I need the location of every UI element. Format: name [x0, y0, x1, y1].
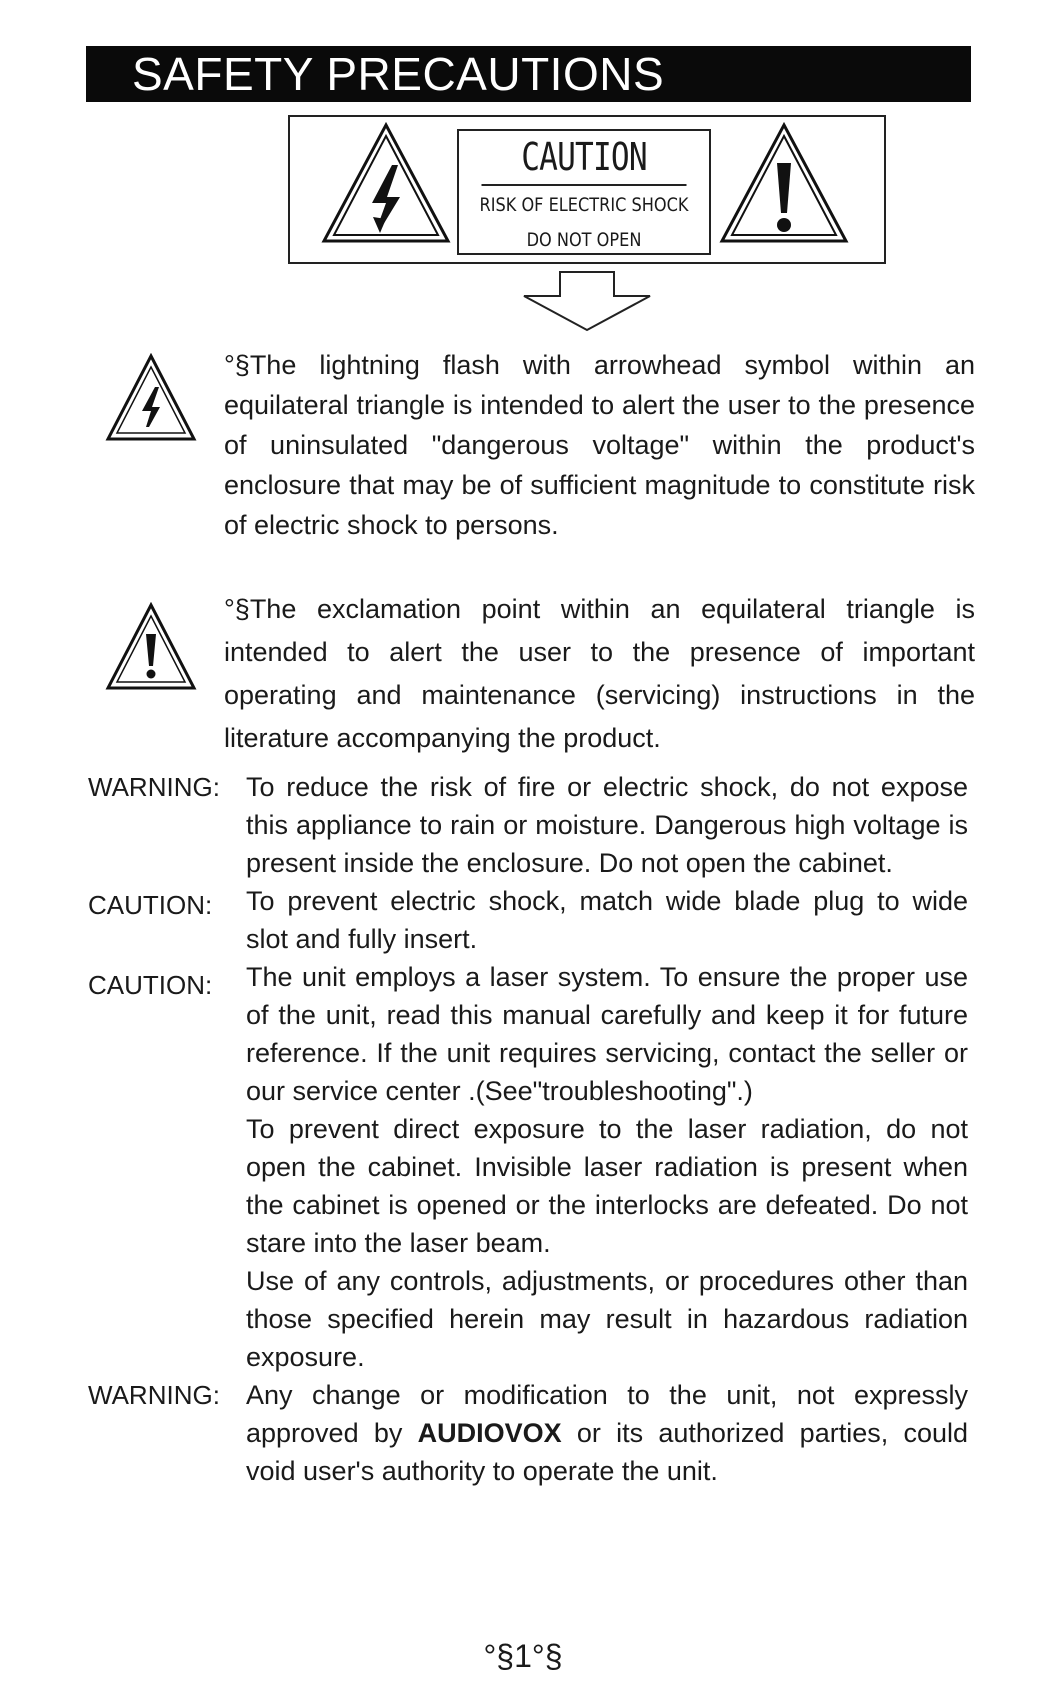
- note-body: [246, 958, 968, 1376]
- caution-line-1: RISK OF ELECTRIC SHOCK: [479, 194, 689, 216]
- laser-caution-note: [88, 958, 968, 1376]
- note-text-after: or its authorized parties, could void user's authority to operate the unit.: [246, 1418, 968, 1486]
- note-body: [246, 768, 968, 882]
- down-arrow-icon: [520, 270, 654, 334]
- modification-warning-note: [88, 1376, 968, 1490]
- title-bar: [86, 46, 971, 102]
- note-paragraph: The unit employs a laser system. To ensure the proper use of the unit, read this manual carefully and keep it for future reference. If the unit requires servicing, contact the seller or our service center .(See"troubleshooting".): [246, 962, 968, 1106]
- lightning-triangle-icon: [320, 121, 452, 245]
- page-title: SAFETY PRECAUTIONS: [132, 48, 665, 100]
- exclamation-explanation-text: °§The exclamation point within an equilateral triangle is intended to alert the user to the presence of important operating and maintenance (servicing) instructions in the literature accompanying the product.: [224, 594, 975, 753]
- caution-label-panel: [288, 115, 886, 264]
- lightning-explanation-text: °§The lightning flash with arrowhead symbol within an equilateral triangle is intended to alert the user to the presence of uninsulated "dangerous voltage" within the product's enclosure that may be of sufficient magnitude to constitute risk of electric shock to persons.: [224, 350, 975, 540]
- lightning-triangle-icon: [105, 353, 197, 443]
- note-paragraph: Use of any controls, adjustments, or procedures other than those specified herein may result in hazardous radiation exposure.: [246, 1266, 968, 1372]
- notes-list: [88, 768, 968, 1490]
- note-tag: WARNING:: [88, 772, 220, 802]
- note-tag: CAUTION:: [88, 970, 213, 1000]
- caution-note: [88, 882, 968, 958]
- caution-label: [457, 129, 711, 255]
- note-tag: WARNING:: [88, 1380, 220, 1410]
- note-tag: CAUTION:: [88, 890, 213, 920]
- note-text-before: Any change or modification to the unit, not expressly approved by: [246, 1380, 968, 1448]
- brand-name: AUDIOVOX: [417, 1418, 562, 1448]
- note-paragraph: [246, 1376, 968, 1490]
- note-paragraph: To prevent electric shock, match wide blade plug to wide slot and fully insert.: [246, 886, 968, 954]
- note-body: [246, 882, 968, 958]
- note-paragraph: To reduce the risk of fire or electric shock, do not expose this appliance to rain or moisture. Dangerous high voltage is present inside the enclosure. Do not open the cabinet.: [246, 772, 968, 878]
- exclamation-triangle-icon: [105, 602, 197, 692]
- note-paragraph: To prevent direct exposure to the laser radiation, do not open the cabinet. Invisible laser radiation is present when the cabinet is opened or the interlocks are defeated. Do not stare into the laser beam.: [246, 1114, 968, 1258]
- exclamation-triangle-icon: [718, 121, 850, 245]
- caution-line-2: DO NOT OPEN: [526, 229, 642, 251]
- page-number: °§1°§: [483, 1638, 563, 1674]
- note-body: [246, 1376, 968, 1490]
- warning-note: [88, 768, 968, 882]
- caution-heading: CAUTION: [482, 131, 687, 186]
